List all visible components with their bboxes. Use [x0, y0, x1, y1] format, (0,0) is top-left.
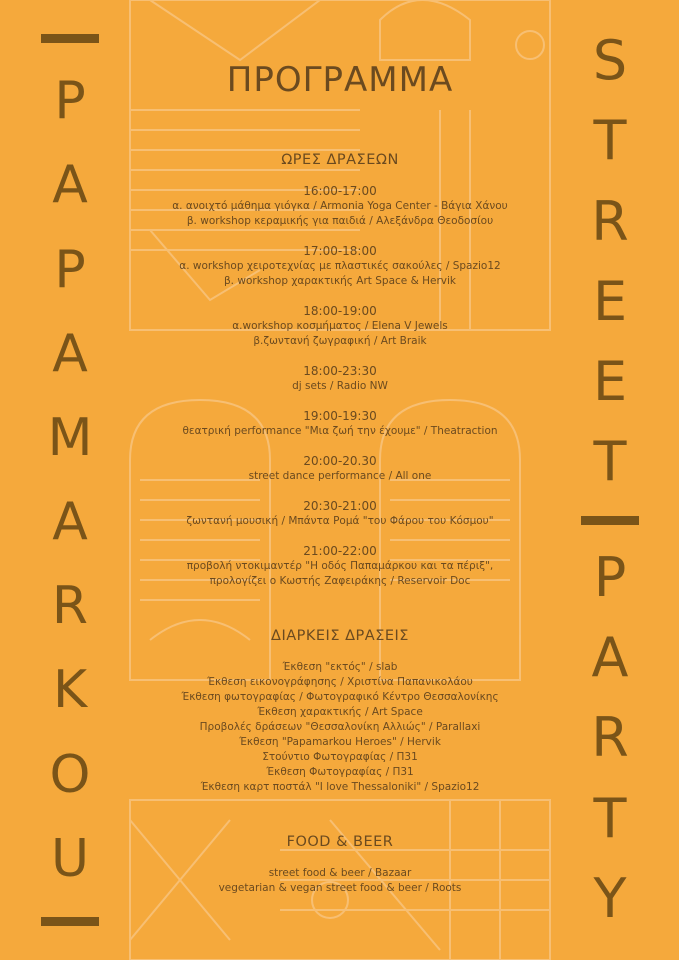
right-letter: P	[593, 545, 627, 609]
schedule-slot	[150, 304, 530, 349]
left-letter: A	[52, 155, 88, 216]
left-letter: K	[52, 660, 88, 721]
right-letter: E	[592, 350, 628, 414]
list-item: Έκθεση "Papamarkou Heroes" / Hervik	[239, 736, 441, 748]
slot-line: προλογίζει ο Κωστής Ζαφειράκης / Reservoir Doc	[209, 575, 471, 587]
schedule-slot	[150, 409, 530, 439]
list-item: Στούντιο Φωτογραφίας / Π31	[262, 751, 418, 763]
slot-time: 16:00-17:00	[303, 184, 377, 198]
slot-line: προβολή ντοκιμαντέρ "Η οδός Παπαμάρκου και τα πέριξ",	[186, 560, 494, 572]
list-item: vegetarian & vegan street food & beer / Roots	[218, 882, 462, 894]
slot-time: 20:00-20.30	[303, 454, 377, 468]
list-item: Έκθεση εικονογράφησης / Χριστίνα Παπανικολάου	[207, 676, 473, 688]
left-letter: P	[54, 71, 86, 132]
slot-line: β. workshop κεραμικής για παιδιά / Αλεξάνδρα Θεοδοσίου	[186, 215, 494, 227]
left-bottom-dash	[41, 917, 99, 926]
right-middle-dash	[581, 516, 639, 525]
list-item: Έκθεση φωτογραφίας / Φωτογραφικό Κέντρο Θεσσαλονίκης	[181, 691, 499, 703]
schedule-slot	[150, 454, 530, 484]
right-letter: R	[591, 706, 629, 770]
ongoing-list	[150, 660, 530, 795]
left-vertical-word	[36, 34, 104, 926]
right-letter: T	[593, 109, 627, 173]
slot-time: 19:00-19:30	[303, 409, 377, 423]
right-letter: T	[593, 786, 627, 850]
left-letter: A	[52, 492, 88, 553]
list-item: Έκθεση "εκτός" / slab	[282, 661, 398, 673]
food-heading: FOOD & BEER	[286, 834, 394, 850]
right-letter: Y	[593, 866, 627, 930]
slot-line: β.ζωντανή ζωγραφική / Art Braik	[253, 335, 427, 347]
slot-line: ζωντανή μουσική / Μπάντα Ρομά "του Φάρου του Κόσμου"	[186, 515, 494, 527]
slot-line: α.workshop κοσμήματος / Elena V Jewels	[232, 320, 448, 332]
left-letter: M	[47, 407, 93, 468]
left-letter: P	[54, 239, 86, 300]
right-letter: S	[592, 29, 628, 92]
slot-line: α. workshop χειροτεχνίας με πλαστικές σακούλες / Spazio12	[179, 260, 501, 272]
schedule-slot	[150, 499, 530, 529]
slot-line: dj sets / Radio NW	[292, 380, 388, 392]
schedule-slot	[150, 544, 530, 589]
page-title: ΠΡΟΓΡΑΜΜΑ	[226, 60, 454, 100]
slot-time: 20:30-21:00	[303, 499, 377, 513]
slot-line: θεατρική performance "Μια ζωή την έχουμε" / Theatraction	[182, 425, 498, 437]
left-letter: U	[50, 828, 90, 889]
left-letter: A	[52, 323, 88, 384]
list-item: Έκθεση χαρακτικής / Art Space	[257, 706, 423, 718]
left-top-dash	[41, 34, 99, 43]
food-list	[150, 866, 530, 896]
list-item: street food & beer / Bazaar	[268, 867, 412, 879]
slot-line: β. workshop χαρακτικής Art Space & Hervik	[223, 275, 456, 287]
ongoing-heading: ΔΙΑΡΚΕΙΣ ΔΡΑΣΕΙΣ	[271, 628, 409, 644]
slot-time: 17:00-18:00	[303, 244, 377, 258]
left-letter: R	[51, 576, 89, 637]
right-letter: A	[591, 626, 629, 690]
slot-time: 21:00-22:00	[303, 544, 377, 558]
right-letter: T	[593, 430, 627, 494]
list-item: Έκθεση Φωτογραφίας / Π31	[266, 766, 414, 778]
right-letter: R	[591, 189, 629, 253]
schedule-slot	[150, 244, 530, 289]
slot-line: α. ανοιχτό μάθημα γιόγκα / Armonia Yoga Center - Βάγια Χάνου	[172, 200, 508, 212]
slot-time: 18:00-23:30	[303, 364, 377, 378]
slot-time: 18:00-19:00	[303, 304, 377, 318]
right-vertical-word	[576, 29, 644, 930]
list-item: Έκθεση καρτ ποστάλ "I love Thessaloniki" / Spazio12	[200, 781, 480, 793]
list-item: Προβολές δράσεων "Θεσσαλονίκη Αλλιώς" / Parallaxi	[199, 721, 481, 733]
slot-line: street dance performance / All one	[248, 470, 432, 482]
right-letter: E	[592, 269, 628, 333]
schedule-slot	[150, 364, 530, 394]
schedule-slot	[150, 184, 530, 229]
schedule-heading: ΩΡΕΣ ΔΡΑΣΕΩΝ	[281, 152, 399, 168]
left-letter: O	[49, 744, 91, 805]
